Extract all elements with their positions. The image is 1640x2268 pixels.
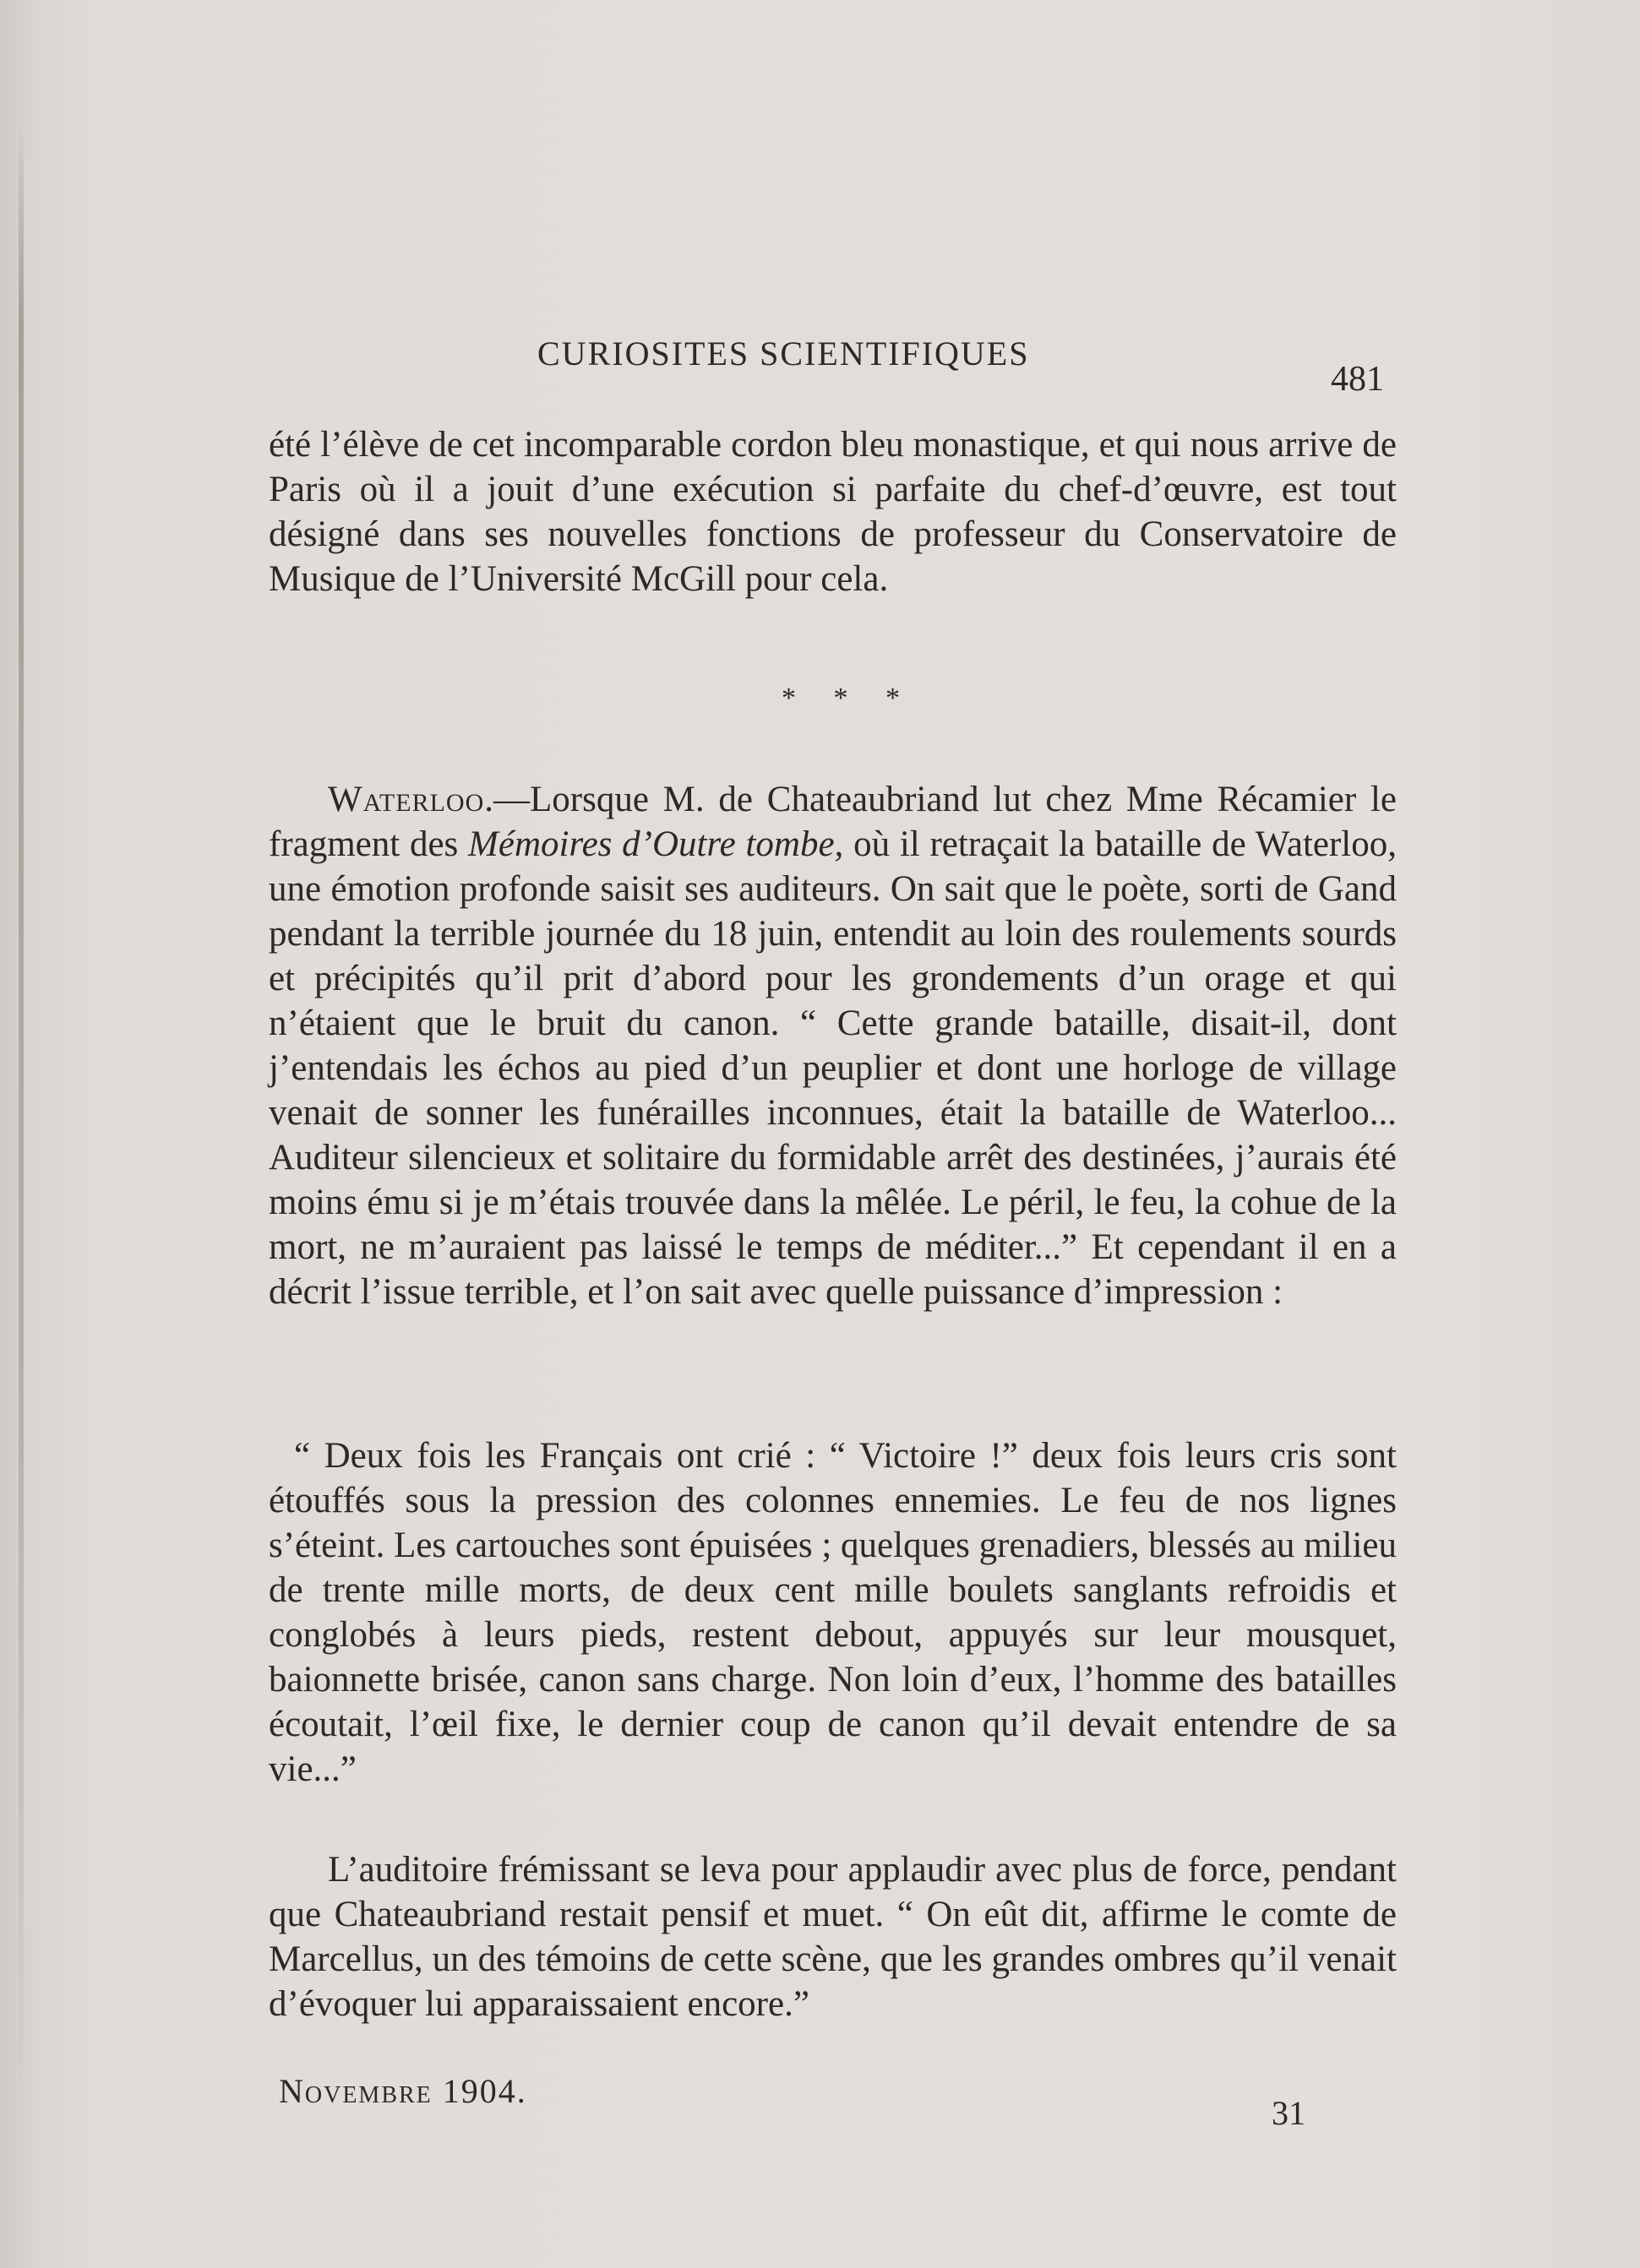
section-title: Waterloo — [328, 780, 485, 819]
signature-number: 31 — [1272, 2094, 1305, 2132]
binding-gutter — [19, 118, 24, 2146]
book-title-italic: Mémoires d’Outre tombe, — [468, 824, 844, 864]
issue-date: Novembre 1904. — [279, 2072, 527, 2110]
paragraph-waterloo-lead: .—Lorsque M. de Chateaubriand lut chez Mme Récamier le fragment des — [269, 780, 1397, 864]
paragraph-waterloo — [269, 777, 1397, 1314]
closing-paragraph: L’auditoire frémissant se leva pour applaudir avec plus de force, pendant que Chateaubriand restait pensif et muet. “ On eût dit, affirme le comte de Marcellus, un des témoins de cette scène, que les grandes ombres qu’il venait d’évoquer lui apparaissaient encore.” — [269, 1850, 1397, 2024]
paragraph-waterloo-rest: où il retraçait la bataille de Waterloo, une émotion profonde saisit ses auditeurs. On sait que le poète, sorti de Gand pendant la terrible journée du 18 juin, entendit au loin des roulements sourds et précipités qu’il prit d’abord pour les grondements d’un orage et qui n’étaient que le bruit du canon. “ Cette grande bataille, disait-il, dont j’entendais les échos au pied d’un peuplier et dont une horloge de village venait de sonner les funérailles inconnues, était la bataille de Waterloo... Auditeur silencieux et solitaire du formidable arrêt des destinées, j’aurais été moins ému si je m’étais trouvée dans la mêlée. Le péril, le feu, la cohue de la mort, ne m’auraient pas laissé le temps de méditer...” Et cependant il en a décrit l’issue terrible, et l’on sait avec quelle puissance d’impression : — [269, 824, 1397, 1312]
paragraph-continued: été l’élève de cet incomparable cordon bleu monastique, et qui nous arrive de Paris où il a jouit d’une exécution si parfaite du chef-d’œuvre, est tout désigné dans ses nouvelles fonctions de professeur du Conservatoire de Musique de l’Université McGill pour cela. — [269, 425, 1397, 599]
running-head: CURIOSITES SCIENTIFIQUES — [537, 334, 1030, 373]
quotation-paragraph: “ Deux fois les Français ont crié : “ Victoire !” deux fois leurs cris sont étouffés sous la pression des colonnes ennemies. Le feu de nos lignes s’éteint. Les cartouches sont épuisées ; quelques grenadiers, blessés au milieu de trente mille morts, de deux cent mille boulets sanglants refroidis et conglobés à leurs pieds, restent debout, appuyés sur leur mousquet, baionnette brisée, canon sans charge. Non loin d’eux, l’homme des batailles écoutait, l’œil fixe, le dernier coup de canon qu’il devait entendre de sa vie...” — [269, 1436, 1397, 1789]
section-separator: * * * — [782, 683, 915, 714]
page-number: 481 — [1331, 360, 1384, 399]
